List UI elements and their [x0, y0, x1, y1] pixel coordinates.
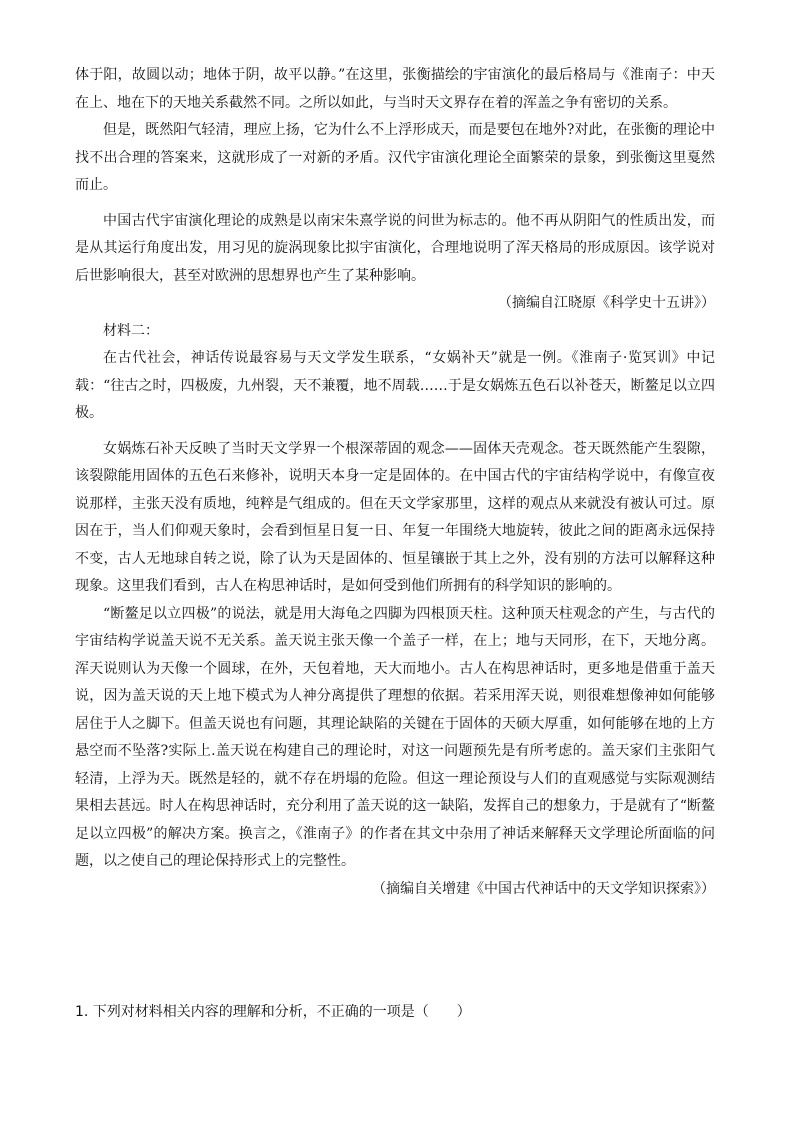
question-1: 1. 下列对材料相关内容的理解和分析，不正确的一项是（ ）: [75, 1004, 471, 1020]
document-body: [75, 62, 715, 903]
material2-paragraph-2: 女娲炼石补天反映了当时天文学界一个根深蒂固的观念——固体天壳观念。苍天既然能产生裂隙，该裂隙能用固体的五色石来修补，说明天本身一定是固体的。在中国古代的宇宙结构学说中，有像宣夜说那样，主张天没有质地，纯粹是气组成的。但在天文学家那里，这样的观点从来就没有被认可过。原因在于，当人们仰观天象时，会看到恒星日复一日、年复一年围绕大地旋转，彼此之间的距离永远保持不变，古人无地球自转之说，除了认为天是固体的、恒星镶嵌于其上之外，没有别的方法可以解释这种现象。这里我们看到，古人在构思神话时，是如何受到他们所拥有的科学知识的影响的。: [75, 440, 715, 594]
material2-heading: 材料二：: [103, 322, 159, 339]
material1-source: （摘编自江晓原《科学史十五讲》）: [498, 295, 715, 311]
material2-source: （摘编自关增建《中国古代神话中的天文学知识探索》）: [372, 880, 715, 897]
material2-paragraph-3: “断鳌足以立四极”的说法，就是用大海龟之四脚为四根顶天柱。这种顶天柱观念的产生，与古代的宇宙结构学说盖天说不无关系。盖天说主张天像一个盖子一样，在上；地与天同形，在下，天地分离。浑天说则认为天像一个圆球，在外，天包着地，天大而地小。古人在构思神话时，更多地是借重于盖天说，因为盖天说的天上地下模式为人神分离提供了理想的依据。若采用浑天说，则很难想像神如何能够居住于人之脚下。但盖天说也有问题，其理论缺陷的关键在于固体的天硕大厚重，如何能够在地的上方悬空而不坠落?实际上.盖天说在构建自己的理论时，对这一问题预先是有所考虑的。盖天家们主张阳气轻清，上浮为天。既然是轻的，就不存在坍塌的危险。但这一理论预设与人们的直观感觉与实际观测结果相去甚远。时人在构思神话时，充分利用了盖天说的这一缺陷，发挥自己的想象力，于是就有了“断鳌足以立四极”的解决方案。换言之，《淮南子》的作者在其文中杂用了神话来解释天文学理论所面临的问题，以之使自己的理论保持形式上的完整性。: [75, 605, 715, 869]
material1-paragraph-1: 体于阳，故圆以动；地体于阴，故平以静。”在这里，张衡描绘的宇宙演化的最后格局与《淮南子：中天在上、地在下的天地关系截然不同。之所以如此，与当时天文界存在着的浑盖之争有密切的关系。: [75, 67, 715, 111]
material1-paragraph-3: 中国古代宇宙演化理论的成熟是以南宋朱熹学说的问世为标志的。他不再从阴阳气的性质出发，而是从其运行角度出发，用习见的旋涡现象比拟宇宙演化，合理地说明了浑天格局的形成原因。该学说对后世影响很大，甚至对欧洲的思想界也产生了某种影响。: [75, 212, 715, 284]
material1-paragraph-2: 但是，既然阳气轻清，理应上扬，它为什么不上浮形成天，而是要包在地外?对此，在张衡的理论中找不出合理的答案来，这就形成了一对新的矛盾。汉代宇宙演化理论全面繁荣的景象，到张衡这里戛然而止。: [75, 122, 715, 193]
material2-paragraph-1: 在古代社会，神话传说最容易与天文学发生联系，“女娲补天”就是一例。《淮南子·览冥训》中记载：“往古之时，四极废，九州裂，天不兼覆，地不周载……于是女娲炼五色石以补苍天，断鳌足以立四极。: [75, 350, 715, 421]
